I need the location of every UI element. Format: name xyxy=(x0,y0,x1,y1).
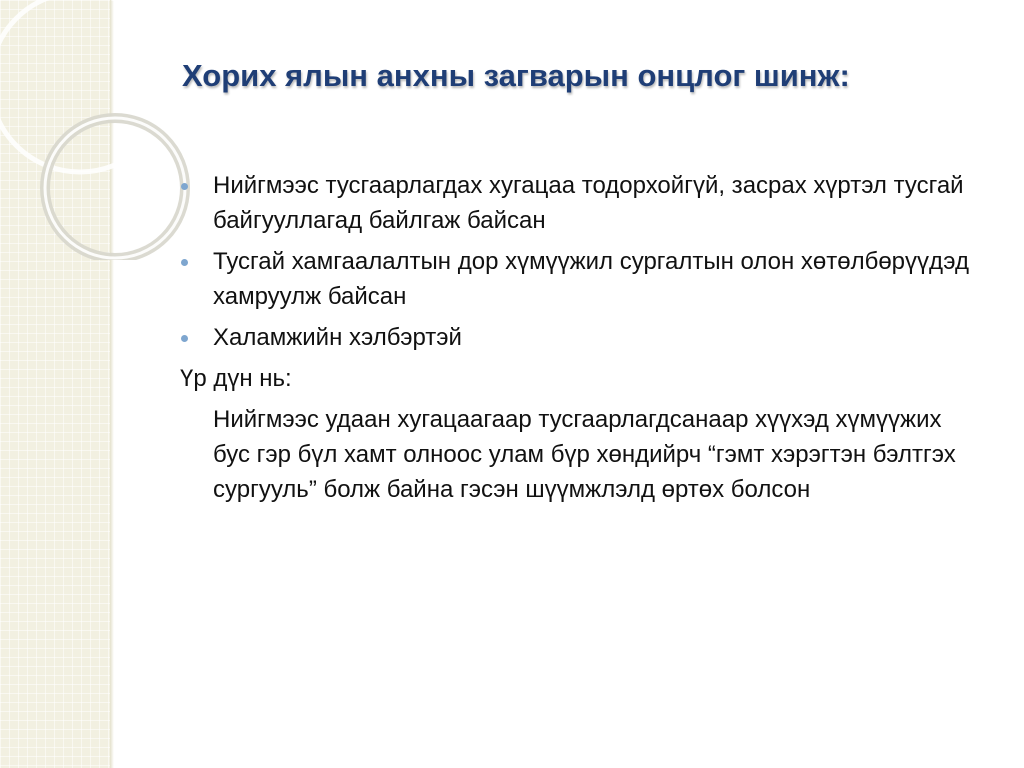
bullet-text: Нийгмээс тусгаарлагдах хугацаа тодорхойгүй, засрах хүртэл тусгай байгууллагад байлгаж байсан xyxy=(213,172,964,234)
result-heading: Үр дүн нь: xyxy=(180,365,292,392)
bullet-text: Тусгай хамгаалалтын дор хүмүүжил сургалтын олон хөтөлбөрүүдэд хамруулж байсан xyxy=(213,248,970,310)
slide-title: Хорих ялын анхны загварын онцлог шинж: xyxy=(182,58,850,93)
bullet-list xyxy=(180,168,980,355)
bullet-dot-icon xyxy=(181,335,188,342)
bullet-item xyxy=(180,244,980,314)
decorative-ring-large xyxy=(0,0,170,172)
decorative-ring-small-highlight xyxy=(45,118,185,258)
bullet-item xyxy=(180,320,980,355)
result-paragraph: Нийгмээс удаан хугацаагаар тусгаарлагдсанаар хүүхэд хүмүүжих бус гэр бүл хамт олноос улам бүр хөндийрч “гэмт хэрэгтэн бэлтгэх сургууль” болж байна гэсэн шүүмжлэлд өртөх болсон xyxy=(213,406,956,503)
bullet-dot-icon xyxy=(181,259,188,266)
bullet-text: Халамжийн хэлбэртэй xyxy=(213,324,462,351)
bullet-dot-icon xyxy=(181,183,188,190)
bullet-item xyxy=(180,168,980,238)
slide-content xyxy=(180,168,980,507)
